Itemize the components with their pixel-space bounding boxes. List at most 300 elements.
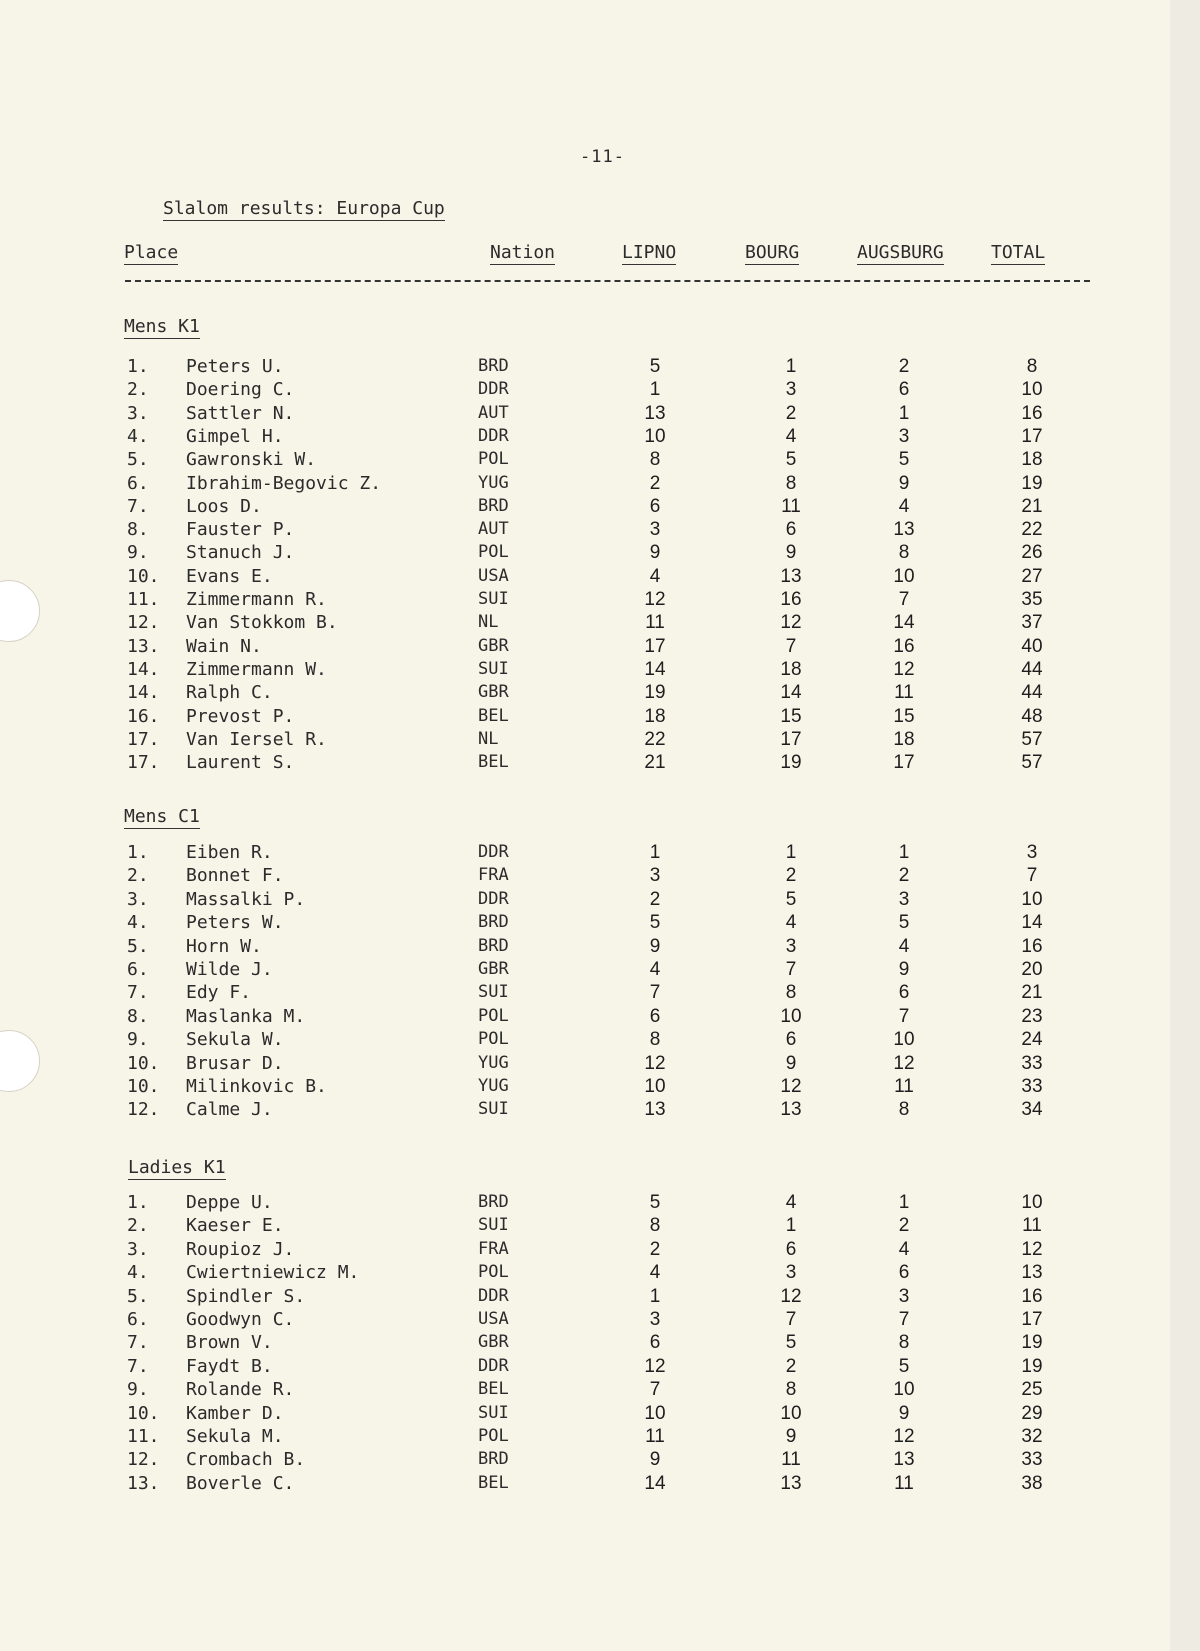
nation-code: BRD — [478, 935, 509, 956]
bourg-rank: 10 — [780, 1005, 802, 1027]
competitor-name: Peters U. — [186, 356, 284, 377]
competitor-name: Spindler S. — [186, 1285, 306, 1307]
page-number: -11- — [580, 147, 625, 167]
competitor-name: Sekula W. — [186, 1029, 284, 1051]
bourg-rank: 18 — [780, 658, 802, 680]
bourg-rank: 4 — [785, 912, 797, 934]
total-score: 33 — [1021, 1449, 1043, 1471]
lipno-rank: 10 — [644, 1076, 666, 1097]
nation-code: BEL — [478, 1472, 509, 1493]
competitor-name: Van Iersel R. — [186, 728, 327, 750]
nation-code: FRA — [478, 1238, 509, 1259]
augsburg-rank: 11 — [894, 1472, 914, 1494]
nation-code: POL — [478, 542, 509, 563]
total-score: 22 — [1021, 519, 1043, 541]
augsburg-rank: 9 — [898, 959, 910, 980]
total-score: 23 — [1021, 1005, 1043, 1027]
augsburg-rank: 11 — [894, 1076, 914, 1097]
augsburg-rank: 2 — [898, 865, 910, 887]
result-row — [0, 706, 1200, 729]
lipno-rank: 1 — [649, 842, 661, 863]
nation-code: SUI — [478, 589, 509, 609]
total-score: 17 — [1021, 1309, 1043, 1330]
result-row — [0, 1379, 1200, 1402]
place-cell: 10. — [127, 1076, 160, 1097]
total-score: 57 — [1021, 752, 1043, 774]
place-cell: 1. — [127, 842, 149, 863]
place-cell: 4. — [127, 912, 149, 934]
bourg-rank: 2 — [785, 402, 797, 424]
result-row — [0, 1286, 1200, 1309]
lipno-rank: 9 — [649, 935, 661, 957]
total-score: 11 — [1022, 1215, 1042, 1237]
lipno-rank: 8 — [649, 1215, 661, 1237]
total-score: 8 — [1026, 356, 1038, 377]
lipno-rank: 7 — [649, 1379, 661, 1401]
competitor-name: Sattler N. — [186, 402, 295, 424]
augsburg-rank: 15 — [893, 705, 915, 727]
place-cell: 6. — [127, 959, 149, 980]
bourg-rank: 15 — [780, 705, 802, 727]
competitor-name: Wilde J. — [186, 959, 273, 980]
lipno-rank: 18 — [644, 705, 666, 727]
lipno-rank: 14 — [644, 658, 666, 680]
nation-code: DDR — [478, 1285, 509, 1306]
competitor-name: Stanuch J. — [186, 542, 295, 564]
result-row — [0, 912, 1200, 935]
total-score: 19 — [1021, 1332, 1043, 1354]
competitor-name: Evans E. — [186, 565, 273, 587]
bourg-rank: 16 — [780, 589, 802, 610]
lipno-rank: 14 — [644, 1472, 666, 1494]
section-title-mens-k1: Mens K1 — [124, 316, 200, 337]
augsburg-rank: 5 — [898, 1355, 910, 1377]
lipno-rank: 13 — [644, 402, 666, 424]
competitor-name: Eiben R. — [186, 842, 273, 863]
nation-code: DDR — [478, 1355, 509, 1376]
bourg-rank: 5 — [785, 449, 797, 471]
nation-code: BRD — [478, 1449, 509, 1470]
lipno-rank: 17 — [644, 635, 666, 657]
competitor-name: Ibrahim-Begovic Z. — [186, 472, 382, 494]
nation-code: AUT — [478, 402, 509, 423]
total-score: 38 — [1021, 1472, 1043, 1494]
total-score: 16 — [1021, 1285, 1043, 1307]
lipno-rank: 10 — [644, 1402, 666, 1424]
bourg-rank: 1 — [785, 356, 797, 377]
result-row — [0, 636, 1200, 659]
augsburg-rank: 4 — [898, 935, 910, 957]
nation-code: POL — [478, 1029, 509, 1050]
competitor-name: Cwiertniewicz M. — [186, 1262, 360, 1284]
section-title-mens-c1: Mens C1 — [124, 806, 200, 827]
nation-code: POL — [478, 1005, 509, 1026]
nation-code: GBR — [478, 959, 509, 979]
total-score: 26 — [1021, 542, 1043, 564]
total-score: 48 — [1021, 705, 1043, 727]
bourg-rank: 6 — [785, 1238, 797, 1260]
result-row — [0, 379, 1200, 402]
total-score: 10 — [1021, 379, 1043, 401]
result-row — [0, 682, 1200, 705]
nation-code: NL — [478, 612, 499, 633]
lipno-rank: 4 — [649, 565, 661, 587]
augsburg-rank: 6 — [898, 982, 910, 1004]
total-score: 10 — [1021, 888, 1043, 910]
competitor-name: Zimmermann W. — [186, 658, 327, 680]
bourg-rank: 8 — [785, 982, 797, 1004]
header-nation: Nation — [490, 242, 556, 263]
nation-code: BEL — [478, 752, 509, 773]
total-score: 13 — [1021, 1262, 1043, 1284]
lipno-rank: 2 — [649, 1238, 661, 1260]
result-row — [0, 1309, 1200, 1332]
bourg-rank: 3 — [785, 1262, 797, 1284]
lipno-rank: 21 — [644, 752, 666, 774]
place-cell: 17. — [127, 752, 160, 774]
result-row — [0, 842, 1200, 865]
result-row — [0, 403, 1200, 426]
competitor-name: Zimmermann R. — [186, 589, 327, 610]
total-score: 7 — [1026, 865, 1038, 887]
place-cell: 14. — [127, 658, 160, 680]
augsburg-rank: 8 — [898, 542, 910, 564]
lipno-rank: 1 — [649, 1285, 661, 1307]
lipno-rank: 12 — [644, 1355, 666, 1377]
result-row — [0, 1239, 1200, 1262]
lipno-rank: 2 — [649, 888, 661, 910]
result-row — [0, 519, 1200, 542]
competitor-name: Laurent S. — [186, 752, 295, 774]
competitor-name: Deppe U. — [186, 1192, 273, 1213]
augsburg-rank: 1 — [898, 402, 910, 424]
result-row — [0, 936, 1200, 959]
place-cell: 7. — [127, 982, 149, 1004]
augsburg-rank: 13 — [893, 1449, 915, 1471]
place-cell: 6. — [127, 472, 149, 494]
augsburg-rank: 7 — [898, 1309, 910, 1330]
bourg-rank: 8 — [785, 472, 797, 494]
competitor-name: Faydt B. — [186, 1355, 273, 1377]
result-row — [0, 589, 1200, 612]
nation-code: SUI — [478, 658, 509, 679]
result-row — [0, 1449, 1200, 1472]
bourg-rank: 6 — [785, 1029, 797, 1051]
section-title-ladies-k1: Ladies K1 — [128, 1157, 226, 1178]
result-row — [0, 729, 1200, 752]
bourg-rank: 6 — [785, 519, 797, 541]
nation-code: BEL — [478, 1379, 509, 1400]
competitor-name: Kaeser E. — [186, 1215, 284, 1237]
total-score: 20 — [1021, 959, 1043, 980]
result-row — [0, 1029, 1200, 1052]
bourg-rank: 9 — [785, 542, 797, 564]
bourg-rank: 4 — [785, 425, 797, 447]
place-cell: 10. — [127, 565, 160, 587]
total-score: 12 — [1021, 1238, 1043, 1260]
augsburg-rank: 2 — [898, 1215, 910, 1237]
bourg-rank: 14 — [780, 682, 802, 704]
place-cell: 10. — [127, 1402, 160, 1424]
nation-code: POL — [478, 1262, 509, 1283]
result-row — [0, 1262, 1200, 1285]
competitor-name: Goodwyn C. — [186, 1309, 295, 1330]
lipno-rank: 3 — [649, 865, 661, 887]
lipno-rank: 11 — [645, 612, 665, 634]
augsburg-rank: 10 — [893, 1029, 915, 1051]
total-score: 33 — [1021, 1076, 1043, 1097]
place-cell: 9. — [127, 542, 149, 564]
augsburg-rank: 13 — [893, 519, 915, 541]
augsburg-rank: 2 — [898, 356, 910, 377]
header-augsburg: AUGSBURG — [857, 242, 944, 263]
result-row — [0, 426, 1200, 449]
competitor-name: Bonnet F. — [186, 865, 284, 887]
bourg-rank: 12 — [780, 612, 802, 634]
competitor-name: Doering C. — [186, 379, 295, 401]
total-score: 19 — [1021, 1355, 1043, 1377]
competitor-name: Van Stokkom B. — [186, 612, 338, 634]
header-place: Place — [124, 242, 179, 263]
augsburg-rank: 17 — [893, 752, 915, 774]
place-cell: 7. — [127, 495, 149, 517]
competitor-name: Edy F. — [186, 982, 252, 1004]
lipno-rank: 5 — [649, 912, 661, 934]
nation-code: GBR — [478, 635, 509, 656]
total-score: 21 — [1021, 982, 1043, 1004]
nation-code: GBR — [478, 682, 509, 703]
result-row — [0, 542, 1200, 565]
augsburg-rank: 7 — [898, 1005, 910, 1027]
nation-code: BRD — [478, 1192, 509, 1212]
place-cell: 7. — [127, 1332, 149, 1354]
lipno-rank: 12 — [644, 1052, 666, 1074]
place-cell: 13. — [127, 1472, 160, 1494]
place-cell: 5. — [127, 935, 149, 957]
lipno-rank: 4 — [649, 1262, 661, 1284]
bourg-rank: 9 — [785, 1426, 797, 1447]
competitor-name: Rolande R. — [186, 1379, 295, 1401]
bourg-rank: 5 — [785, 888, 797, 910]
lipno-rank: 11 — [645, 1426, 665, 1447]
result-row — [0, 473, 1200, 496]
augsburg-rank: 9 — [898, 1402, 910, 1424]
nation-code: SUI — [478, 1099, 509, 1120]
place-cell: 11. — [127, 1426, 160, 1447]
total-score: 19 — [1021, 472, 1043, 494]
lipno-rank: 9 — [649, 1449, 661, 1471]
augsburg-rank: 6 — [898, 1262, 910, 1284]
place-cell: 2. — [127, 1215, 149, 1237]
bourg-rank: 17 — [780, 728, 802, 750]
bourg-rank: 8 — [785, 1379, 797, 1401]
augsburg-rank: 14 — [893, 612, 915, 634]
place-cell: 4. — [127, 1262, 149, 1284]
place-cell: 10. — [127, 1052, 160, 1074]
total-score: 3 — [1026, 842, 1038, 863]
nation-code: SUI — [478, 1402, 509, 1423]
augsburg-rank: 1 — [898, 842, 910, 863]
nation-code: POL — [478, 449, 509, 470]
augsburg-rank: 9 — [898, 472, 910, 494]
lipno-rank: 3 — [649, 1309, 661, 1330]
augsburg-rank: 5 — [898, 449, 910, 471]
lipno-rank: 12 — [644, 589, 666, 610]
bourg-rank: 2 — [785, 865, 797, 887]
nation-code: YUG — [478, 1052, 509, 1073]
result-row — [0, 982, 1200, 1005]
competitor-name: Brown V. — [186, 1332, 273, 1354]
augsburg-rank: 3 — [898, 1285, 910, 1307]
total-score: 37 — [1021, 612, 1043, 634]
lipno-rank: 13 — [644, 1099, 666, 1121]
nation-code: DDR — [478, 379, 509, 400]
lipno-rank: 19 — [644, 682, 666, 704]
lipno-rank: 5 — [649, 1192, 661, 1213]
nation-code: BRD — [478, 912, 509, 933]
augsburg-rank: 5 — [898, 912, 910, 934]
augsburg-rank: 10 — [893, 1379, 915, 1401]
lipno-rank: 6 — [649, 1332, 661, 1354]
total-score: 27 — [1021, 565, 1043, 587]
nation-code: DDR — [478, 842, 509, 862]
place-cell: 9. — [127, 1379, 149, 1401]
lipno-rank: 5 — [649, 356, 661, 377]
bourg-rank: 3 — [785, 935, 797, 957]
place-cell: 14. — [127, 682, 160, 704]
total-score: 44 — [1021, 682, 1043, 704]
augsburg-rank: 3 — [898, 888, 910, 910]
total-score: 24 — [1021, 1029, 1043, 1051]
result-row — [0, 1403, 1200, 1426]
competitor-name: Kamber D. — [186, 1402, 284, 1424]
place-cell: 9. — [127, 1029, 149, 1051]
place-cell: 5. — [127, 449, 149, 471]
nation-code: USA — [478, 565, 509, 586]
result-row — [0, 612, 1200, 635]
nation-code: DDR — [478, 888, 509, 909]
competitor-name: Calme J. — [186, 1099, 273, 1121]
result-row — [0, 659, 1200, 682]
result-row — [0, 496, 1200, 519]
augsburg-rank: 4 — [898, 1238, 910, 1260]
competitor-name: Boverle C. — [186, 1472, 295, 1494]
total-score: 40 — [1021, 635, 1043, 657]
place-cell: 5. — [127, 1285, 149, 1307]
nation-code: BRD — [478, 495, 509, 516]
competitor-name: Fauster P. — [186, 519, 295, 541]
result-row — [0, 865, 1200, 888]
result-row — [0, 1215, 1200, 1238]
nation-code: BRD — [478, 356, 509, 376]
lipno-rank: 6 — [649, 1005, 661, 1027]
bourg-rank: 13 — [780, 1099, 802, 1121]
result-row — [0, 959, 1200, 982]
place-cell: 3. — [127, 1238, 149, 1260]
result-row — [0, 1006, 1200, 1029]
augsburg-rank: 12 — [893, 658, 915, 680]
result-row — [0, 356, 1200, 379]
result-row — [0, 1426, 1200, 1449]
augsburg-rank: 4 — [898, 495, 910, 517]
lipno-rank: 7 — [649, 982, 661, 1004]
place-cell: 4. — [127, 425, 149, 447]
competitor-name: Maslanka M. — [186, 1005, 306, 1027]
place-cell: 13. — [127, 635, 160, 657]
bourg-rank: 5 — [785, 1332, 797, 1354]
competitor-name: Gimpel H. — [186, 425, 284, 447]
nation-code: YUG — [478, 1076, 509, 1096]
total-score: 14 — [1021, 912, 1043, 934]
competitor-name: Roupioz J. — [186, 1238, 295, 1260]
nation-code: AUT — [478, 519, 509, 540]
augsburg-rank: 12 — [893, 1052, 915, 1074]
place-cell: 16. — [127, 705, 160, 727]
header-separator — [125, 280, 1090, 282]
place-cell: 12. — [127, 1099, 160, 1121]
place-cell: 12. — [127, 612, 160, 634]
place-cell: 7. — [127, 1355, 149, 1377]
lipno-rank: 8 — [649, 1029, 661, 1051]
result-row — [0, 1332, 1200, 1355]
competitor-name: Crombach B. — [186, 1449, 306, 1471]
place-cell: 8. — [127, 1005, 149, 1027]
augsburg-rank: 12 — [893, 1426, 915, 1447]
place-cell: 11. — [127, 589, 160, 610]
result-row — [0, 566, 1200, 589]
total-score: 16 — [1021, 402, 1043, 424]
place-cell: 2. — [127, 379, 149, 401]
nation-code: BEL — [478, 705, 509, 726]
augsburg-rank: 1 — [898, 1192, 910, 1213]
result-row — [0, 1099, 1200, 1122]
nation-code: GBR — [478, 1332, 509, 1353]
augsburg-rank: 11 — [894, 682, 914, 704]
bourg-rank: 12 — [780, 1076, 802, 1097]
total-score: 10 — [1021, 1192, 1043, 1213]
competitor-name: Peters W. — [186, 912, 284, 934]
place-cell: 3. — [127, 402, 149, 424]
total-score: 44 — [1021, 658, 1043, 680]
nation-code: USA — [478, 1309, 509, 1329]
bourg-rank: 4 — [785, 1192, 797, 1213]
bourg-rank: 19 — [780, 752, 802, 774]
nation-code: DDR — [478, 425, 509, 446]
competitor-name: Sekula M. — [186, 1426, 284, 1447]
nation-code: SUI — [478, 1215, 509, 1236]
place-cell: 12. — [127, 1449, 160, 1471]
competitor-name: Brusar D. — [186, 1052, 284, 1074]
result-row — [0, 449, 1200, 472]
bourg-rank: 11 — [781, 1449, 801, 1471]
place-cell: 8. — [127, 519, 149, 541]
place-cell: 1. — [127, 1192, 149, 1213]
competitor-name: Gawronski W. — [186, 449, 317, 471]
nation-code: YUG — [478, 472, 509, 493]
lipno-rank: 9 — [649, 542, 661, 564]
augsburg-rank: 8 — [898, 1099, 910, 1121]
total-score: 18 — [1021, 449, 1043, 471]
total-score: 21 — [1021, 495, 1043, 517]
total-score: 25 — [1021, 1379, 1043, 1401]
total-score: 17 — [1021, 425, 1043, 447]
competitor-name: Wain N. — [186, 635, 262, 657]
bourg-rank: 2 — [785, 1355, 797, 1377]
augsburg-rank: 3 — [898, 425, 910, 447]
competitor-name: Horn W. — [186, 935, 262, 957]
bourg-rank: 12 — [780, 1285, 802, 1307]
place-cell: 3. — [127, 888, 149, 910]
